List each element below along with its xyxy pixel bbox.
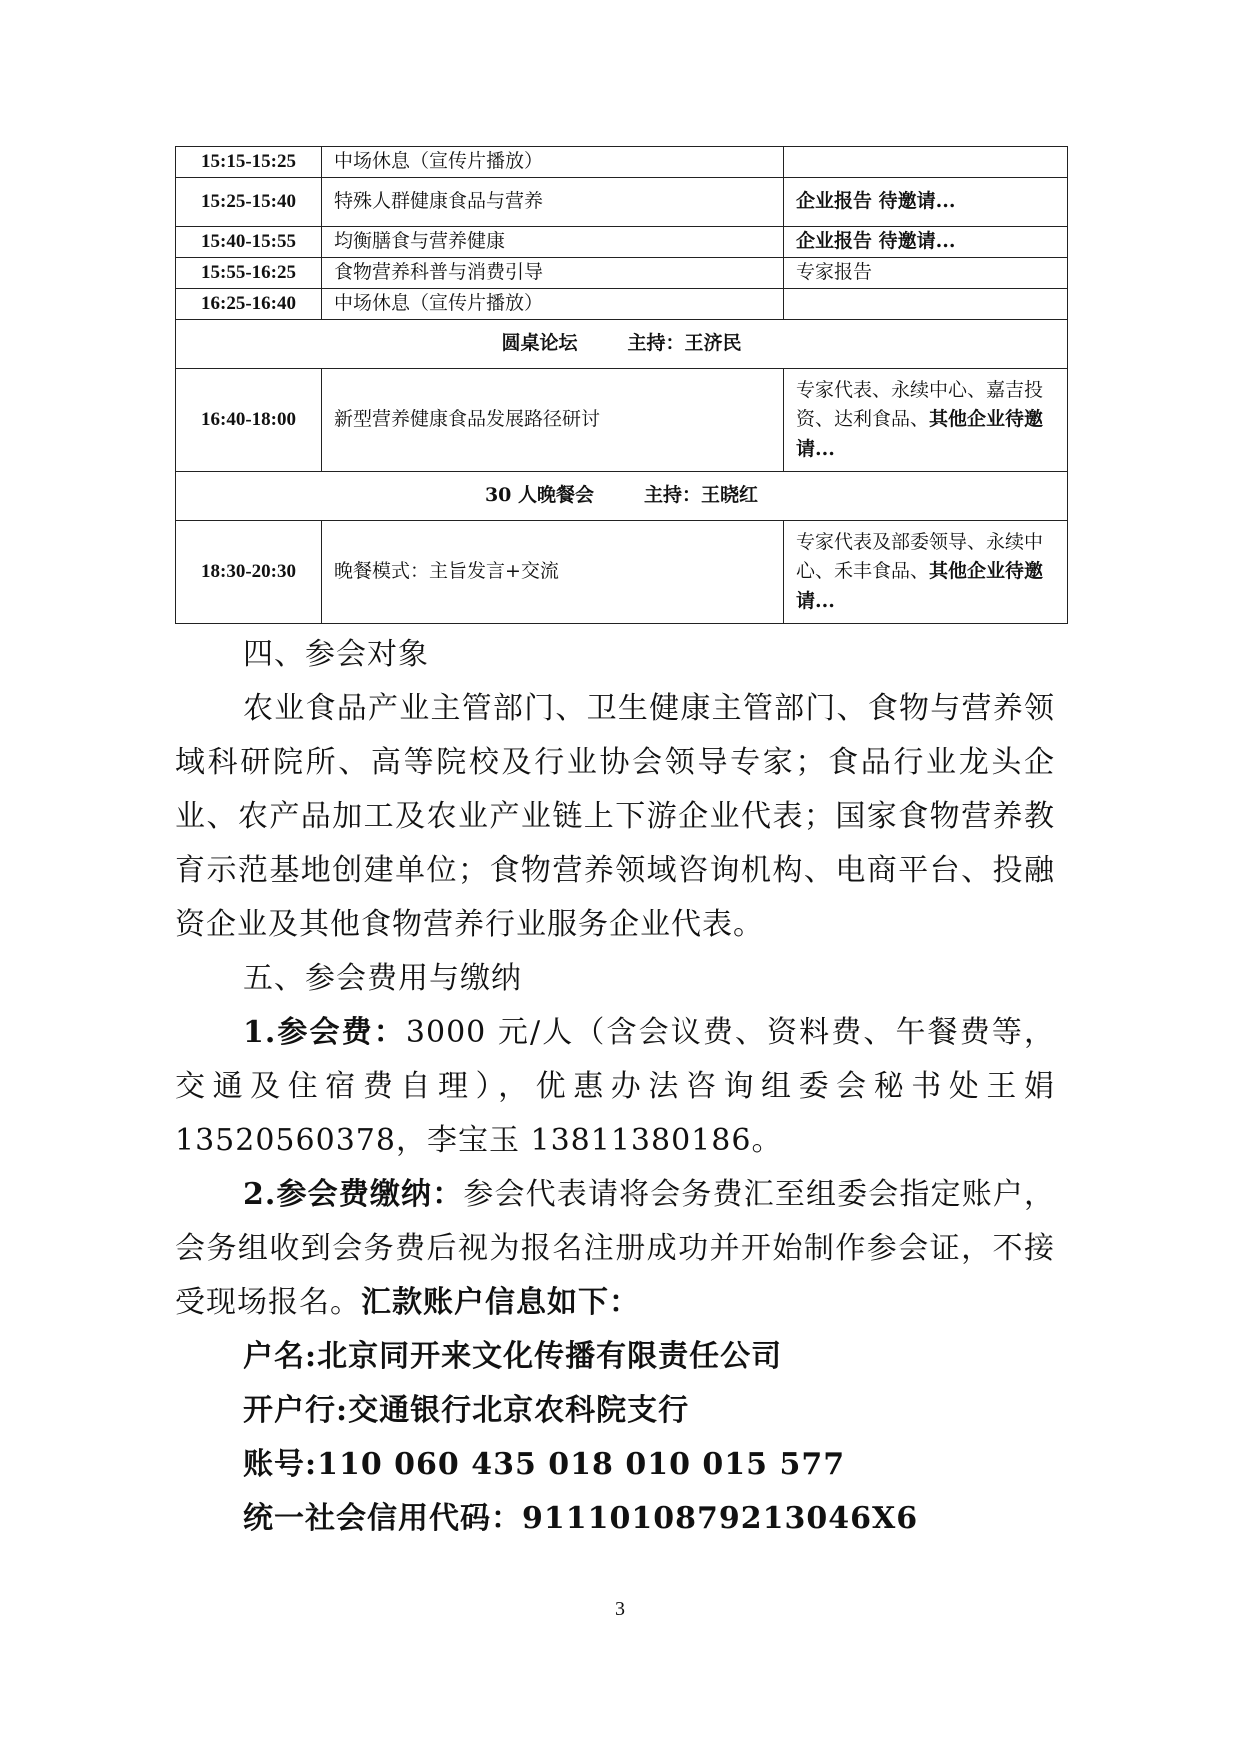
roundtable-header-row — [176, 320, 1068, 369]
speaker-cell: 专家报告 — [784, 258, 1068, 289]
fee-paragraph — [175, 1006, 1055, 1168]
time-cell: 16:25-16:40 — [176, 289, 322, 320]
speaker-cell — [784, 521, 1068, 624]
roundtable-header — [176, 320, 1068, 369]
dinner-header-row — [176, 472, 1068, 521]
topic-cell: 中场休息（宣传片播放） — [322, 289, 784, 320]
body-text — [175, 628, 1055, 1546]
payment-tail: 汇款账户信息如下： — [361, 1285, 640, 1320]
dinner-header — [176, 472, 1068, 521]
speaker-invite-text: 其他企业待邀请... — [796, 560, 1044, 612]
fee-label: 1.参会费： — [243, 1015, 406, 1050]
account-name: 户名:北京同开来文化传播有限责任公司 — [243, 1339, 783, 1374]
speaker-cell: 企业报告 待邀请... — [784, 178, 1068, 227]
dinner-title: 30 人晚餐会 — [484, 484, 595, 507]
roundtable-title: 圆桌论坛 — [501, 332, 578, 355]
page-number: 3 — [615, 1598, 625, 1620]
section-heading-fees: 五、参会费用与缴纳 — [243, 961, 522, 996]
speaker-cell: 企业报告 待邀请... — [784, 227, 1068, 258]
time-cell: 15:15-15:25 — [176, 147, 322, 178]
speaker-text: 专家代表、永续中心、嘉吉投资、达利食品、 — [796, 378, 1044, 431]
time-cell: 16:40-18:00 — [176, 369, 322, 472]
speaker-invite-text: 其他企业待邀请... — [796, 408, 1044, 460]
bank-name: 开户行:交通银行北京农科院支行 — [243, 1393, 690, 1428]
topic-cell: 食物营养科普与消费引导 — [322, 258, 784, 289]
table-row — [176, 258, 1068, 289]
table-row — [176, 178, 1068, 227]
payment-paragraph — [175, 1168, 1055, 1330]
speaker-cell — [784, 147, 1068, 178]
section-heading-attendees: 四、参会对象 — [243, 637, 429, 672]
credit-code: 统一社会信用代码：9111010879213046X6 — [243, 1501, 919, 1536]
account-number: 账号:110 060 435 018 010 015 577 — [243, 1447, 846, 1482]
time-cell: 18:30-20:30 — [176, 521, 322, 624]
topic-cell: 新型营养健康食品发展路径研讨 — [322, 369, 784, 472]
payment-label: 2.参会费缴纳： — [243, 1177, 464, 1212]
schedule-table — [175, 146, 1068, 624]
speaker-cell — [784, 369, 1068, 472]
roundtable-host: 主持：王济民 — [627, 332, 742, 355]
topic-cell: 中场休息（宣传片播放） — [322, 147, 784, 178]
topic-cell: 特殊人群健康食品与营养 — [322, 178, 784, 227]
time-cell: 15:55-16:25 — [176, 258, 322, 289]
table-row — [176, 147, 1068, 178]
topic-cell: 晚餐模式：主旨发言+交流 — [322, 521, 784, 624]
topic-cell: 均衡膳食与营养健康 — [322, 227, 784, 258]
time-cell: 15:40-15:55 — [176, 227, 322, 258]
table-row — [176, 227, 1068, 258]
fee-text: 3000 元/人（含会议费、资料费、午餐费等，交通及住宿费自理），优惠办法咨询组委会秘书处王娟 13520560378，李宝玉 13811380186。 — [175, 1015, 1055, 1158]
table-row — [176, 289, 1068, 320]
speaker-text: 专家代表及部委领导、永续中心、禾丰食品、 — [796, 530, 1044, 583]
payment-text: 参会代表请将会务费汇至组委会指定账户，会务组收到会务费后视为报名注册成功并开始制作参会证，不接受现场报名。 — [175, 1177, 1056, 1320]
attendees-paragraph: 农业食品产业主管部门、卫生健康主管部门、食物与营养领域科研院所、高等院校及行业协会领导专家；食品行业龙头企业、农产品加工及农业产业链上下游企业代表；国家食物营养教育示范基地创建单位；食物营养领域咨询机构、电商平台、投融资企业及其他食物营养行业服务企业代表。 — [175, 691, 1055, 942]
dinner-host: 主持：王晓红 — [644, 484, 759, 507]
table-row — [176, 369, 1068, 472]
speaker-cell — [784, 289, 1068, 320]
table-row — [176, 521, 1068, 624]
time-cell: 15:25-15:40 — [176, 178, 322, 227]
